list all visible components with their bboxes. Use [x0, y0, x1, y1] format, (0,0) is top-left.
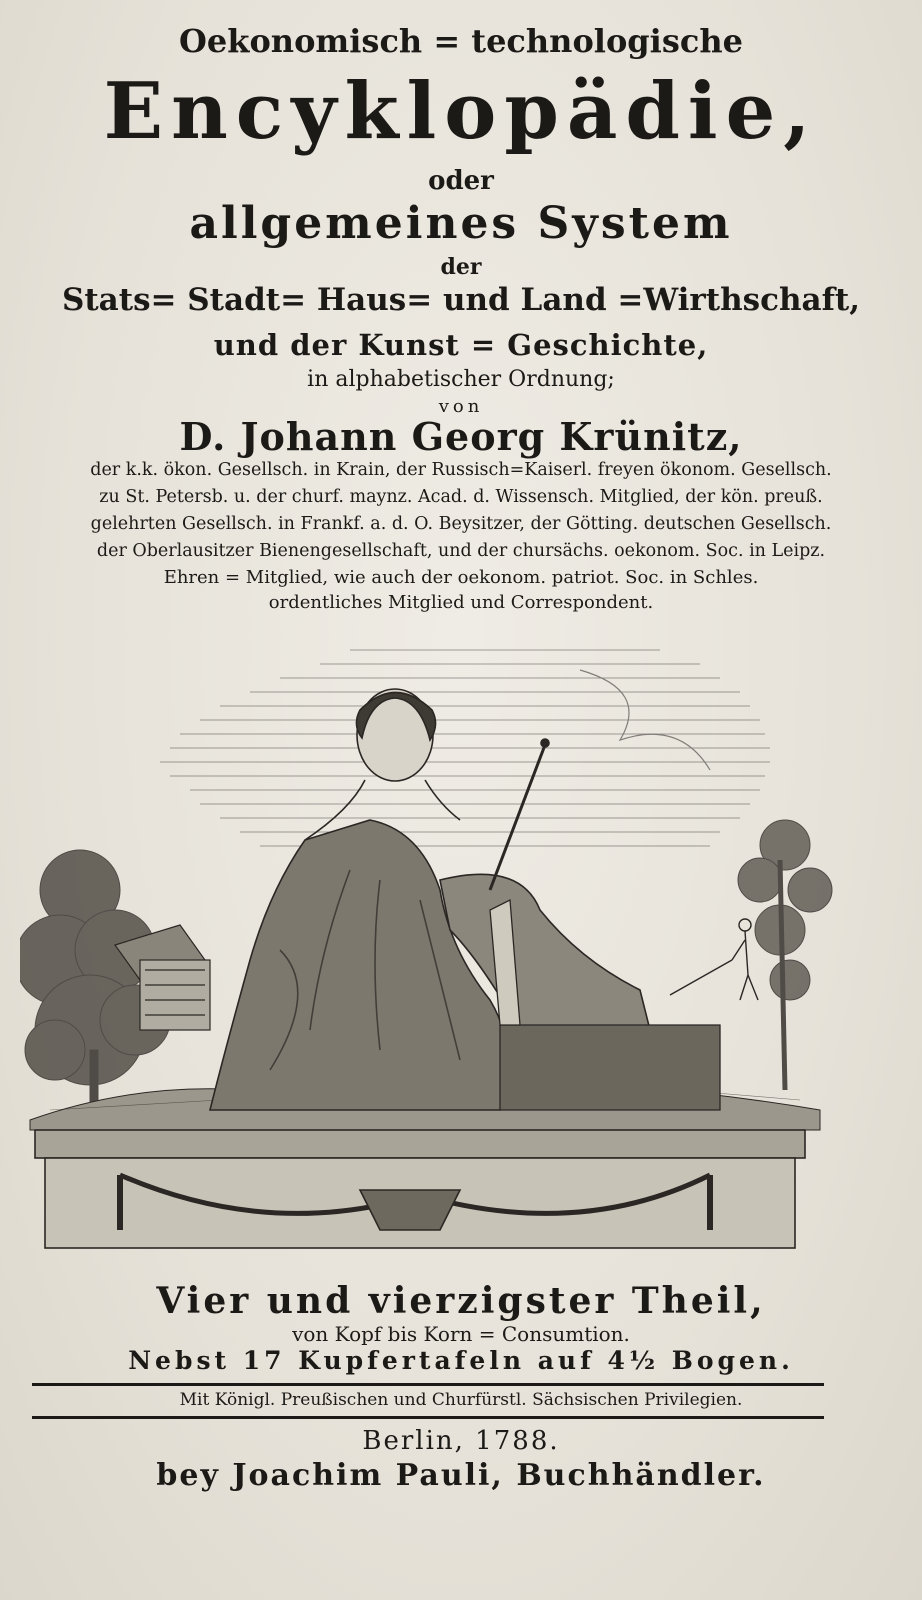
- volume-title: Vier und vierzigster Theil,: [156, 1280, 766, 1322]
- subtitle-top: Oekonomisch = technologische: [179, 22, 743, 60]
- engraving-vignette: [20, 630, 900, 1260]
- rule-top: [32, 1383, 824, 1386]
- pedestal: [35, 1130, 805, 1248]
- system-title: allgemeines System: [189, 198, 733, 249]
- rule-bottom: [32, 1416, 824, 1419]
- plates-line: Nebst 17 Kupfertafeln auf 4½ Bogen.: [128, 1346, 794, 1375]
- der-text: der: [440, 254, 482, 280]
- affiliation-line: der Oberlausitzer Bienengesellschaft, und der chursächs. oekonom. Soc. in Leipz.: [96, 541, 826, 561]
- tree-right: [738, 820, 832, 1090]
- publisher-line: bey Joachim Pauli, Buchhändler.: [156, 1458, 766, 1493]
- affiliation-line: gelehrten Gesellsch. in Frankf. a. d. O. Beysitzer, der Götting. deutschen Gesellsch.: [90, 514, 832, 534]
- oder-text: oder: [428, 166, 494, 196]
- kunst-line: und der Kunst = Geschichte,: [213, 328, 709, 362]
- von-text: von: [438, 396, 484, 417]
- affiliation-line: der k.k. ökon. Gesellsch. in Krain, der Russisch=Kaiserl. freyen ökonom. Gesellsch.: [90, 460, 832, 480]
- place-date: Berlin, 1788.: [362, 1426, 560, 1456]
- volume-range: von Kopf bis Korn = Consumtion.: [292, 1322, 630, 1346]
- main-title: Encyklopädie,: [103, 66, 819, 157]
- affiliation-line: zu St. Petersb. u. der churf. maynz. Acad. d. Wissensch. Mitglied, der kön. preuß.: [99, 487, 823, 507]
- author-name: D. Johann Georg Krünitz,: [179, 414, 743, 459]
- affiliation-line: ordentliches Mitglied und Correspondent.: [268, 592, 654, 613]
- ordnung-line: in alphabetischer Ordnung;: [307, 367, 615, 392]
- privileges-line: Mit Königl. Preußischen und Churfürstl. Sächsischen Privilegien.: [179, 1390, 743, 1410]
- affiliation-line: Ehren = Mitglied, wie auch der oekonom. patriot. Soc. in Schles.: [163, 567, 759, 588]
- economy-line: Stats= Stadt= Haus= und Land =Wirthschaft,: [61, 282, 861, 318]
- ploughman: [670, 919, 758, 1000]
